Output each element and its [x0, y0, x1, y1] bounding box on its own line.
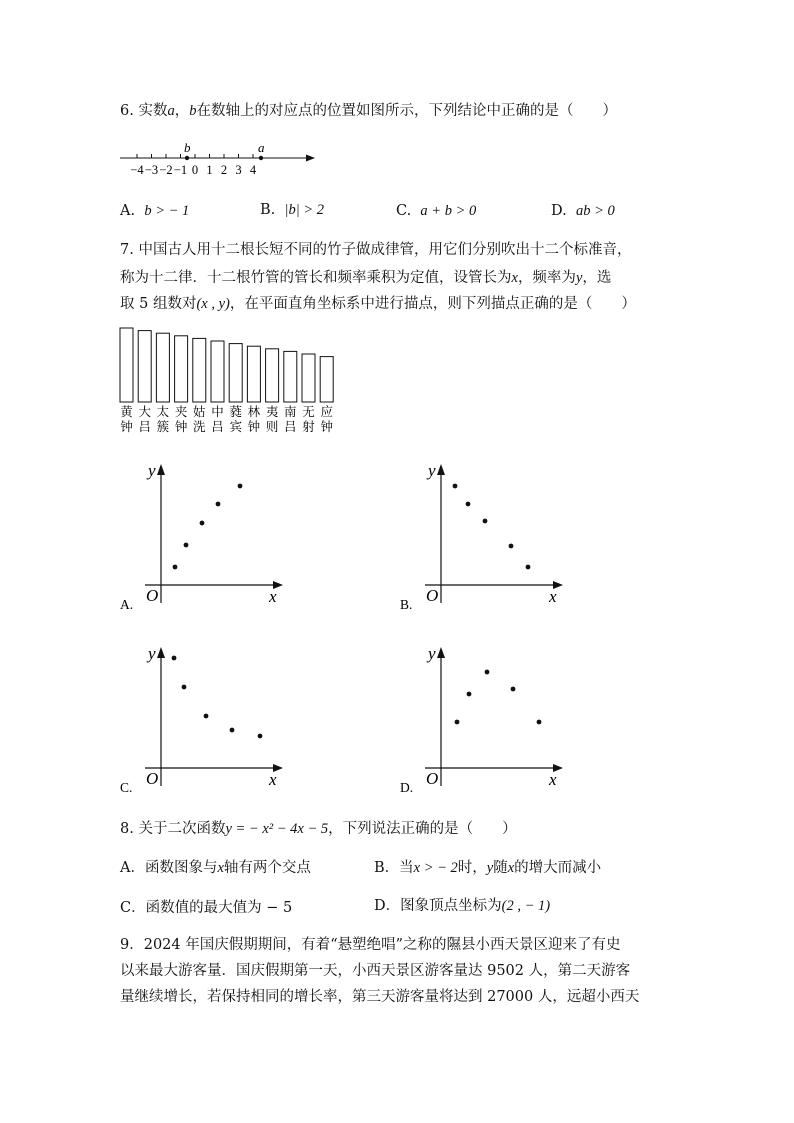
q8-option-a-var: x	[217, 860, 224, 876]
q6-option-c	[396, 203, 476, 220]
y-axis-label: y	[148, 644, 156, 663]
numberline-tick-label: −1	[173, 163, 188, 177]
plot-point	[204, 714, 209, 719]
q6-option-b-letter: B.	[260, 202, 276, 218]
q7-line2-pre: 称为十二律．十二根竹管的管长和频率乘积为定值，设管长为	[120, 270, 512, 286]
q8-option-b-mid: 时，	[457, 860, 487, 876]
pipe-label-bottom: 宾	[229, 420, 242, 434]
q9-line1-text: 9．2024 年国庆假期期间，有着“悬塑绝唱”之称的隰县小西天景区迎来了有史	[120, 937, 621, 953]
q7-line-2	[120, 266, 611, 287]
q8-option-d-coord: (2 , − 1)	[501, 898, 551, 914]
plot-point	[537, 720, 542, 725]
graph-d	[395, 641, 585, 801]
pipe-label-bottom: 簇	[156, 420, 170, 434]
plot-point	[455, 720, 460, 725]
q9-line3-text: 量继续增长，若保持相同的增长率，第三天游客量将达到 27000 人，远超小西天	[120, 989, 640, 1005]
pipe-label-top: 太	[156, 405, 170, 419]
pipe-label-top: 林	[247, 405, 261, 419]
origin-label: O	[146, 586, 159, 605]
pipe-label-bottom: 钟	[320, 420, 333, 434]
q6-var-a: a	[167, 103, 175, 119]
y-axis-arrow	[157, 464, 165, 475]
pipe-label-top: 大	[138, 405, 151, 419]
plot-point	[182, 685, 187, 690]
q7-line-1	[120, 238, 631, 259]
plot-point	[173, 565, 178, 570]
pipe	[229, 344, 242, 402]
q8-option-b-pre: B．当	[374, 860, 414, 876]
q6-option-c-letter: C.	[396, 203, 412, 219]
pipe	[175, 336, 188, 402]
numberline-tick-label: 2	[220, 163, 228, 177]
q9-line-2	[120, 959, 630, 980]
pipe-label-bottom: 钟	[174, 420, 188, 434]
plot-point	[258, 734, 263, 739]
q8-text-pre: 关于二次函数	[138, 821, 226, 837]
q7-pair: (x , y)	[196, 296, 230, 312]
q8-number: 8.	[120, 821, 134, 837]
pipe	[211, 341, 224, 402]
numberline-tick-label: −3	[144, 163, 159, 177]
plot-point	[467, 692, 472, 697]
q6-option-a-expr: b > − 1	[144, 203, 190, 219]
pipe-label-bottom: 吕	[138, 420, 151, 434]
y-axis-label: y	[428, 461, 436, 480]
q7-line2-post: ，选	[582, 270, 612, 286]
pipe-label-top: 姑	[193, 405, 206, 419]
q8-function: y = − x² − 4x − 5	[225, 821, 329, 837]
q8-option-b-y: y	[486, 860, 494, 876]
y-axis-label: y	[428, 644, 436, 663]
plot-point	[485, 670, 490, 675]
q6-text-post: 在数轴上的对应点的位置如图所示，下列结论中正确的是（ ）	[196, 103, 617, 119]
pipe	[302, 354, 315, 402]
pipe-label-top: 夹	[174, 405, 188, 419]
q7-number: 7.	[120, 242, 134, 258]
pipe-label-top: 应	[320, 405, 333, 419]
q7-line1-text: 中国古人用十二根长短不同的竹子做成律管，用它们分别吹出十二个标准音，	[138, 242, 632, 258]
pipe	[247, 346, 260, 402]
pipe-label-top: 蕤	[229, 405, 242, 419]
y-axis-arrow	[437, 464, 445, 475]
x-axis-label: x	[549, 770, 557, 789]
numberline-tick-label: 1	[206, 163, 213, 177]
graph-option-label: B.	[400, 597, 413, 612]
y-axis-arrow	[157, 647, 165, 658]
q7-line-3	[120, 292, 636, 313]
origin-label: O	[146, 769, 159, 788]
q6-option-c-expr: a + b > 0	[420, 203, 477, 219]
pipe	[193, 338, 206, 402]
pipe-label-top: 夷	[265, 405, 279, 419]
number-line	[115, 138, 325, 180]
q6-text-pre: 实数	[138, 103, 168, 119]
x-axis-label: x	[549, 587, 557, 606]
point-b-dot	[185, 156, 189, 160]
q8-option-b-post: 的增大而减小	[514, 860, 602, 876]
q9-line2-text: 以来最大游客量．国庆假期第一天，小西天景区游客量达 9502 人，第二天游客	[120, 963, 631, 979]
plot-point	[238, 484, 243, 489]
x-axis-label: x	[269, 770, 277, 789]
pipe	[120, 328, 133, 402]
q6-option-b	[260, 202, 324, 219]
pipe-label-bottom: 钟	[247, 420, 261, 434]
plot-point	[230, 728, 235, 733]
q8-option-a-post: 轴有两个交点	[223, 860, 311, 876]
q6-option-a-letter: A.	[120, 203, 136, 219]
q8-option-b-cond: x > − 2	[413, 860, 458, 876]
q7-var-x: x	[511, 270, 518, 286]
plot-point	[511, 687, 516, 692]
pipes-figure	[115, 322, 345, 437]
q7-line3-post: ，在平面直角坐标系中进行描点，则下列描点正确的是（ ）	[229, 296, 636, 312]
plot-point	[509, 544, 514, 549]
q8-option-c-text: C．函数值的最大值为 − 5	[120, 900, 293, 916]
origin-label: O	[426, 769, 439, 788]
plot-point	[184, 543, 189, 548]
q6-stem	[120, 99, 617, 120]
pipe-label-bottom: 吕	[284, 420, 297, 434]
plot-point	[172, 656, 177, 661]
q6-number: 6.	[120, 103, 134, 119]
pipe-label-bottom: 则	[265, 420, 279, 434]
numberline-tick-label: 0	[191, 163, 199, 177]
point-a-label: a	[258, 140, 265, 155]
numberline-tick-label: −2	[159, 163, 173, 177]
pipe-label-top: 无	[302, 405, 315, 419]
plot-point	[200, 521, 205, 526]
q7-line2-mid: ，频率为	[517, 270, 576, 286]
q8-option-d	[374, 894, 550, 915]
q6-option-a	[120, 203, 189, 220]
q8-option-a	[120, 856, 311, 877]
graph-a	[115, 458, 305, 618]
pipe-label-top: 黄	[120, 405, 133, 419]
q6-option-d-letter: D.	[551, 203, 567, 219]
plot-point	[453, 484, 458, 489]
y-axis-label: y	[148, 461, 156, 480]
graph-option-label: C.	[120, 780, 133, 795]
q6-sep: ，	[174, 103, 190, 119]
y-axis-arrow	[437, 647, 445, 658]
numberline-tick-label: 4	[249, 163, 257, 177]
plot-point	[216, 502, 221, 507]
q8-option-a-pre: A．函数图象与	[120, 860, 218, 876]
plot-point	[466, 502, 471, 507]
graph-c	[115, 641, 305, 801]
q6-var-b: b	[189, 103, 197, 119]
pipe-label-top: 南	[284, 405, 297, 419]
plot-point	[526, 565, 531, 570]
q8-option-b-x: x	[507, 860, 515, 876]
numberline-tick-label: 3	[235, 163, 242, 177]
pipe-label-bottom: 钟	[120, 420, 133, 434]
graph-option-label: D.	[400, 780, 414, 795]
x-axis-label: x	[269, 587, 277, 606]
q8-text-post: ，下列说法正确的是（ ）	[328, 821, 517, 837]
numberline-tick-label: −4	[130, 163, 144, 177]
pipe	[156, 333, 169, 402]
q8-option-c	[120, 896, 292, 917]
q8-option-d-pre: D．图象顶点坐标为	[374, 898, 502, 914]
pipe	[284, 351, 297, 402]
pipe-label-bottom: 射	[302, 420, 315, 434]
plot-point	[483, 519, 488, 524]
pipe	[138, 331, 151, 402]
graph-option-label: A.	[120, 597, 134, 612]
point-a-dot	[259, 156, 263, 160]
pipe	[266, 349, 279, 402]
pipe-label-bottom: 吕	[211, 420, 224, 434]
point-b-label: b	[184, 140, 191, 155]
q7-line3-pre: 取 5 组数对	[120, 296, 197, 312]
pipe-label-top: 中	[211, 405, 224, 419]
q9-line-3	[120, 985, 639, 1006]
q6-option-b-expr: |b| > 2	[284, 202, 324, 218]
q8-option-b-mid2: 随	[493, 860, 508, 876]
q6-option-d	[551, 203, 615, 220]
pipe-label-bottom: 洗	[193, 420, 206, 434]
q6-option-d-expr: ab > 0	[575, 203, 615, 219]
q8-option-b	[374, 856, 601, 877]
pipe	[320, 357, 333, 402]
origin-label: O	[426, 586, 439, 605]
q7-var-y: y	[575, 270, 583, 286]
q9-line-1	[120, 933, 621, 954]
q8-stem	[120, 817, 517, 838]
graph-b	[395, 458, 585, 618]
